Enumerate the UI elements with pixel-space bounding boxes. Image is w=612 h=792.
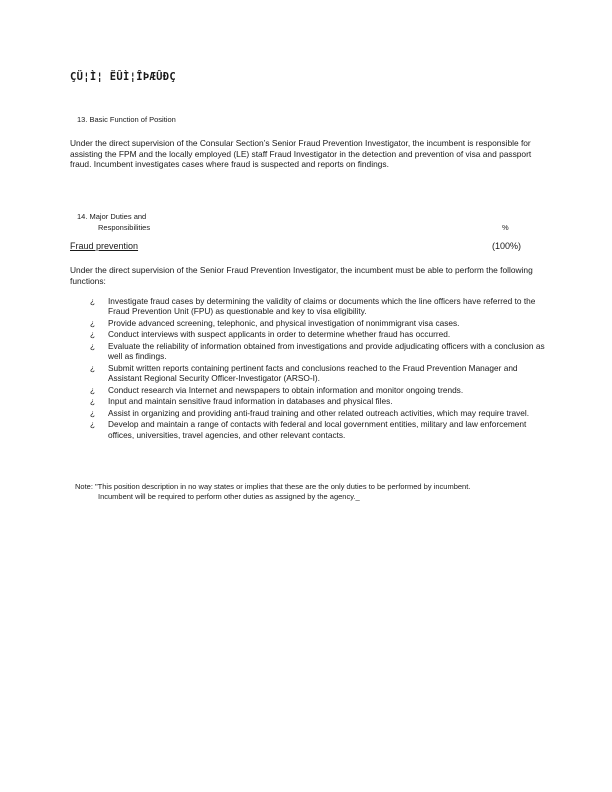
list-item — [90, 396, 545, 406]
section-14-label-line1: 14. Major Duties and — [77, 212, 147, 221]
bullet-marker: ¿ — [90, 317, 96, 328]
fraud-prevention-percent: (100%) — [492, 241, 522, 251]
section-13-paragraph: Under the direct supervision of the Consular Section’s Senior Fraud Prevention Investigator, the incumbent is responsible for assisting the FPM and the locally employed (LE) staff Fraud Investigator in the detection and prevention of visa and passport fraud. Incumbent investigates cases where fraud is suspected and reports on findings. — [70, 138, 532, 170]
note-line-1: Note: "This position description in no way states or implies that these are the only duties to be performed by incumbent. — [75, 482, 471, 491]
bullet-marker: ¿ — [90, 296, 96, 306]
list-item — [90, 318, 545, 328]
list-item — [90, 341, 545, 361]
percent-column-header: % — [502, 223, 509, 232]
note-line-2: Incumbent will be required to perform other duties as assigned by the agency._ — [98, 492, 360, 502]
section-13-heading: 13. Basic Function of Position — [77, 115, 176, 124]
duty-text: Submit written reports containing pertinent facts and conclusions reached to the Fraud Prevention Manager and Assistant Regional Security Officer-Investigator (ARSO-I). — [108, 362, 518, 383]
bullet-marker: ¿ — [90, 396, 96, 407]
note-paragraph — [75, 482, 555, 503]
bullet-marker: ¿ — [90, 329, 96, 340]
list-item — [90, 296, 545, 316]
bullet-marker: ¿ — [90, 340, 96, 351]
list-item — [90, 363, 545, 383]
list-item — [90, 419, 545, 439]
bullet-marker: ¿ — [90, 384, 96, 395]
section-14-label-line2: Responsibilities — [98, 223, 151, 232]
bullet-marker: ¿ — [90, 419, 96, 430]
duties-list — [90, 296, 545, 441]
duty-text: Develop and maintain a range of contacts with federal and local government entities, military and law enforcement offices, universities, travel agencies, and other relevant contacts. — [108, 419, 527, 440]
duty-text: Provide advanced screening, telephonic, and physical investigation of nonimmigrant visa cases. — [108, 317, 460, 328]
duty-text: Evaluate the reliability of information obtained from investigations and provide adjudicating officers with a conclusion as well as findings. — [108, 340, 545, 362]
duty-text: Input and maintain sensitive fraud information in databases and physical files. — [108, 396, 393, 407]
list-item — [90, 329, 545, 339]
bullet-marker: ¿ — [90, 407, 96, 418]
duty-text: Assist in organizing and providing anti-fraud training and other related outreach activities, which may require travel. — [108, 407, 530, 418]
garbled-header-text: ÇÜ¦Ì¦ ËÛÌ¦ÎÞÆÛÐÇ — [70, 71, 176, 83]
fraud-prevention-title: Fraud prevention — [70, 241, 139, 251]
duty-text: Investigate fraud cases by determining the validity of claims or documents which the line officers have referred to the Fraud Prevention Unit (FPU) as questionable and key to visa eligibility. — [108, 296, 536, 317]
duty-text: Conduct research via Internet and newspapers to obtain information and monitor ongoing trends. — [108, 384, 464, 395]
list-item — [90, 408, 545, 418]
bullet-marker: ¿ — [90, 362, 96, 373]
duty-text: Conduct interviews with suspect applicants in order to determine whether fraud has occurred. — [108, 329, 451, 340]
list-item — [90, 385, 545, 395]
duties-intro: Under the direct supervision of the Senior Fraud Prevention Investigator, the incumbent must be able to perform the following functions: — [70, 265, 533, 286]
